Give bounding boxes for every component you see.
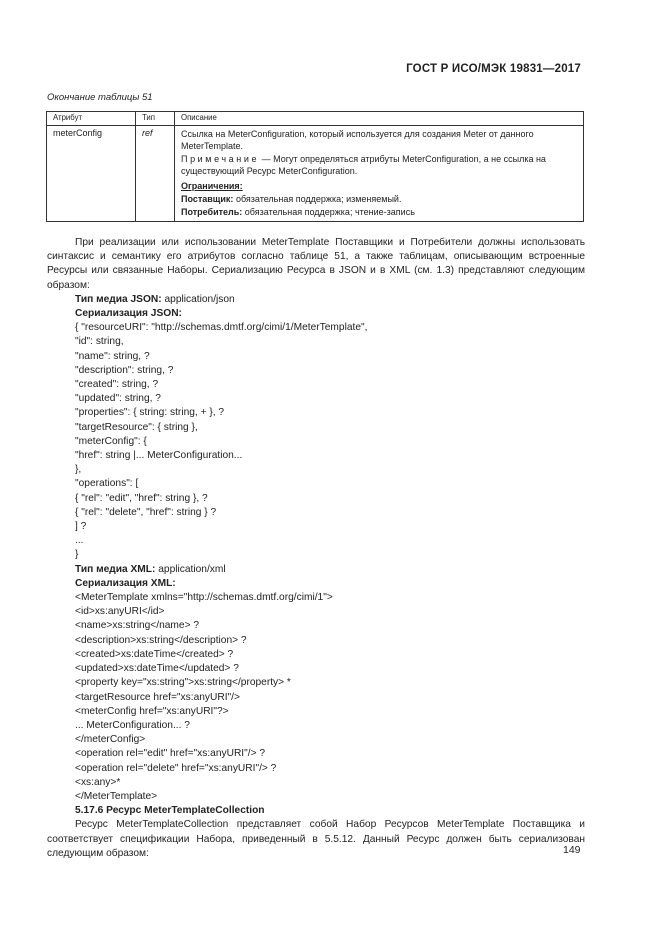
xml-code-block (47, 591, 585, 804)
code-line: </meterConfig> (75, 734, 146, 746)
page-number: 149 (563, 844, 581, 856)
description-text: Ссылка на MeterConfiguration, который используется для создания Meter от данного MeterTemplate. (181, 129, 534, 151)
description-note (181, 153, 577, 177)
table-caption: Окончание таблицы 51 (47, 92, 153, 103)
code-line: <updated>xs:dateTime</updated> ? (75, 663, 239, 675)
code-line: <meterConfig href="xs:anyURI"?> (75, 705, 229, 717)
code-line: <name>xs:string</name> ? (75, 620, 200, 632)
code-line: { "rel": "delete", "href": string } ? (75, 506, 217, 518)
table-row (47, 126, 584, 222)
xml-media-line (47, 563, 585, 577)
code-line: ... MeterConfiguration... ? (75, 719, 190, 731)
provider-text: обязательная поддержка; изменяемый. (233, 194, 402, 204)
code-line: <xs:any>* (75, 776, 121, 788)
section-paragraph: Ресурс MeterTemplateCollection представляет собой Набор Ресурсов MeterTemplate Поставщика и соответствует спецификации Набора, приведенный в 5.5.12. Данный Ресурс должен быть сериализован следующим образом: (47, 819, 585, 859)
attribute-table (46, 111, 584, 222)
note-text: — Могут определяться атрибуты MeterConfiguration, а не ссылка на существующий Ресурс MeterConfiguration. (181, 154, 546, 176)
code-line: }, (75, 464, 82, 476)
provider-line (181, 193, 577, 205)
json-serialization-label: Сериализация JSON: (75, 308, 182, 320)
code-line: <property key="xs:string">xs:string</property> * (75, 677, 291, 689)
code-line: { "rel": "edit", "href": string }, ? (75, 492, 208, 504)
cell-description (175, 126, 584, 222)
consumer-text: обязательная поддержка; чтение-запись (242, 207, 415, 217)
note-label: Примечание (181, 154, 260, 164)
code-line: { "resourceURI": "http://schemas.dmtf.org/cimi/1/MeterTemplate", (75, 322, 368, 334)
document-body (47, 236, 585, 861)
code-line: <operation rel="edit" href="xs:anyURI"/> ? (75, 748, 266, 760)
json-media-label: Тип медиа JSON: (75, 293, 162, 305)
code-line: <id>xs:anyURI</id> (75, 606, 165, 618)
code-line: <targetResource href="xs:anyURI"/> (75, 691, 240, 703)
json-media-line (47, 293, 585, 307)
xml-serialization-label: Сериализация XML: (75, 577, 176, 589)
code-line: "operations": [ (75, 478, 139, 490)
code-line: ... (75, 535, 84, 547)
column-header-type: Тип (136, 112, 175, 126)
code-line: "href": string |... MeterConfiguration... (75, 450, 243, 462)
code-line: <MeterTemplate xmlns="http://schemas.dmtf.org/cimi/1"> (75, 592, 333, 604)
column-header-description: Описание (175, 112, 584, 126)
code-line: "created": string, ? (75, 379, 159, 391)
consumer-line (181, 206, 577, 218)
intro-paragraph: При реализации или использовании MeterTemplate Поставщики и Потребители должны использовать синтаксис и семантику его атрибутов согласно таблице 51, а также таблицам, описывающим встроенные Ресурсы или связанные Наборы. Сериализацию Ресурса в JSON и в XML (см. 1.3) представляют следующим образом: (47, 237, 585, 291)
code-line: ] ? (75, 521, 87, 533)
column-header-attribute: Атрибут (47, 112, 136, 126)
document-header: ГОСТ Р ИСО/МЭК 19831—2017 (406, 63, 581, 75)
cell-attribute: meterConfig (47, 126, 136, 222)
code-line: "description": string, ? (75, 364, 174, 376)
code-line: "updated": string, ? (75, 393, 161, 405)
code-line: "id": string, (75, 336, 124, 348)
code-line: "properties": { string: string, + }, ? (75, 407, 225, 419)
table-header-row (47, 112, 584, 126)
json-code-block (47, 321, 585, 562)
xml-media-label: Тип медиа XML: (75, 563, 156, 575)
provider-label: Поставщик: (181, 194, 234, 204)
json-media-value: application/json (161, 293, 235, 305)
code-line: </MeterTemplate> (75, 790, 158, 802)
code-line: <description>xs:string</description> ? (75, 634, 247, 646)
code-line: "meterConfig": { (75, 435, 147, 447)
code-line: } (75, 549, 79, 561)
limits-title: Ограничения: (181, 181, 243, 191)
cell-type: ref (136, 126, 175, 222)
code-line: "name": string, ? (75, 350, 150, 362)
consumer-label: Потребитель: (181, 207, 243, 217)
code-line: <created>xs:dateTime</created> ? (75, 648, 234, 660)
code-line: <operation rel="delete" href="xs:anyURI"/> ? (75, 762, 277, 774)
section-heading: 5.17.6 Ресурс MeterTemplateCollection (75, 805, 265, 817)
xml-media-value: application/xml (155, 563, 226, 575)
code-line: "targetResource": { string }, (75, 421, 198, 433)
